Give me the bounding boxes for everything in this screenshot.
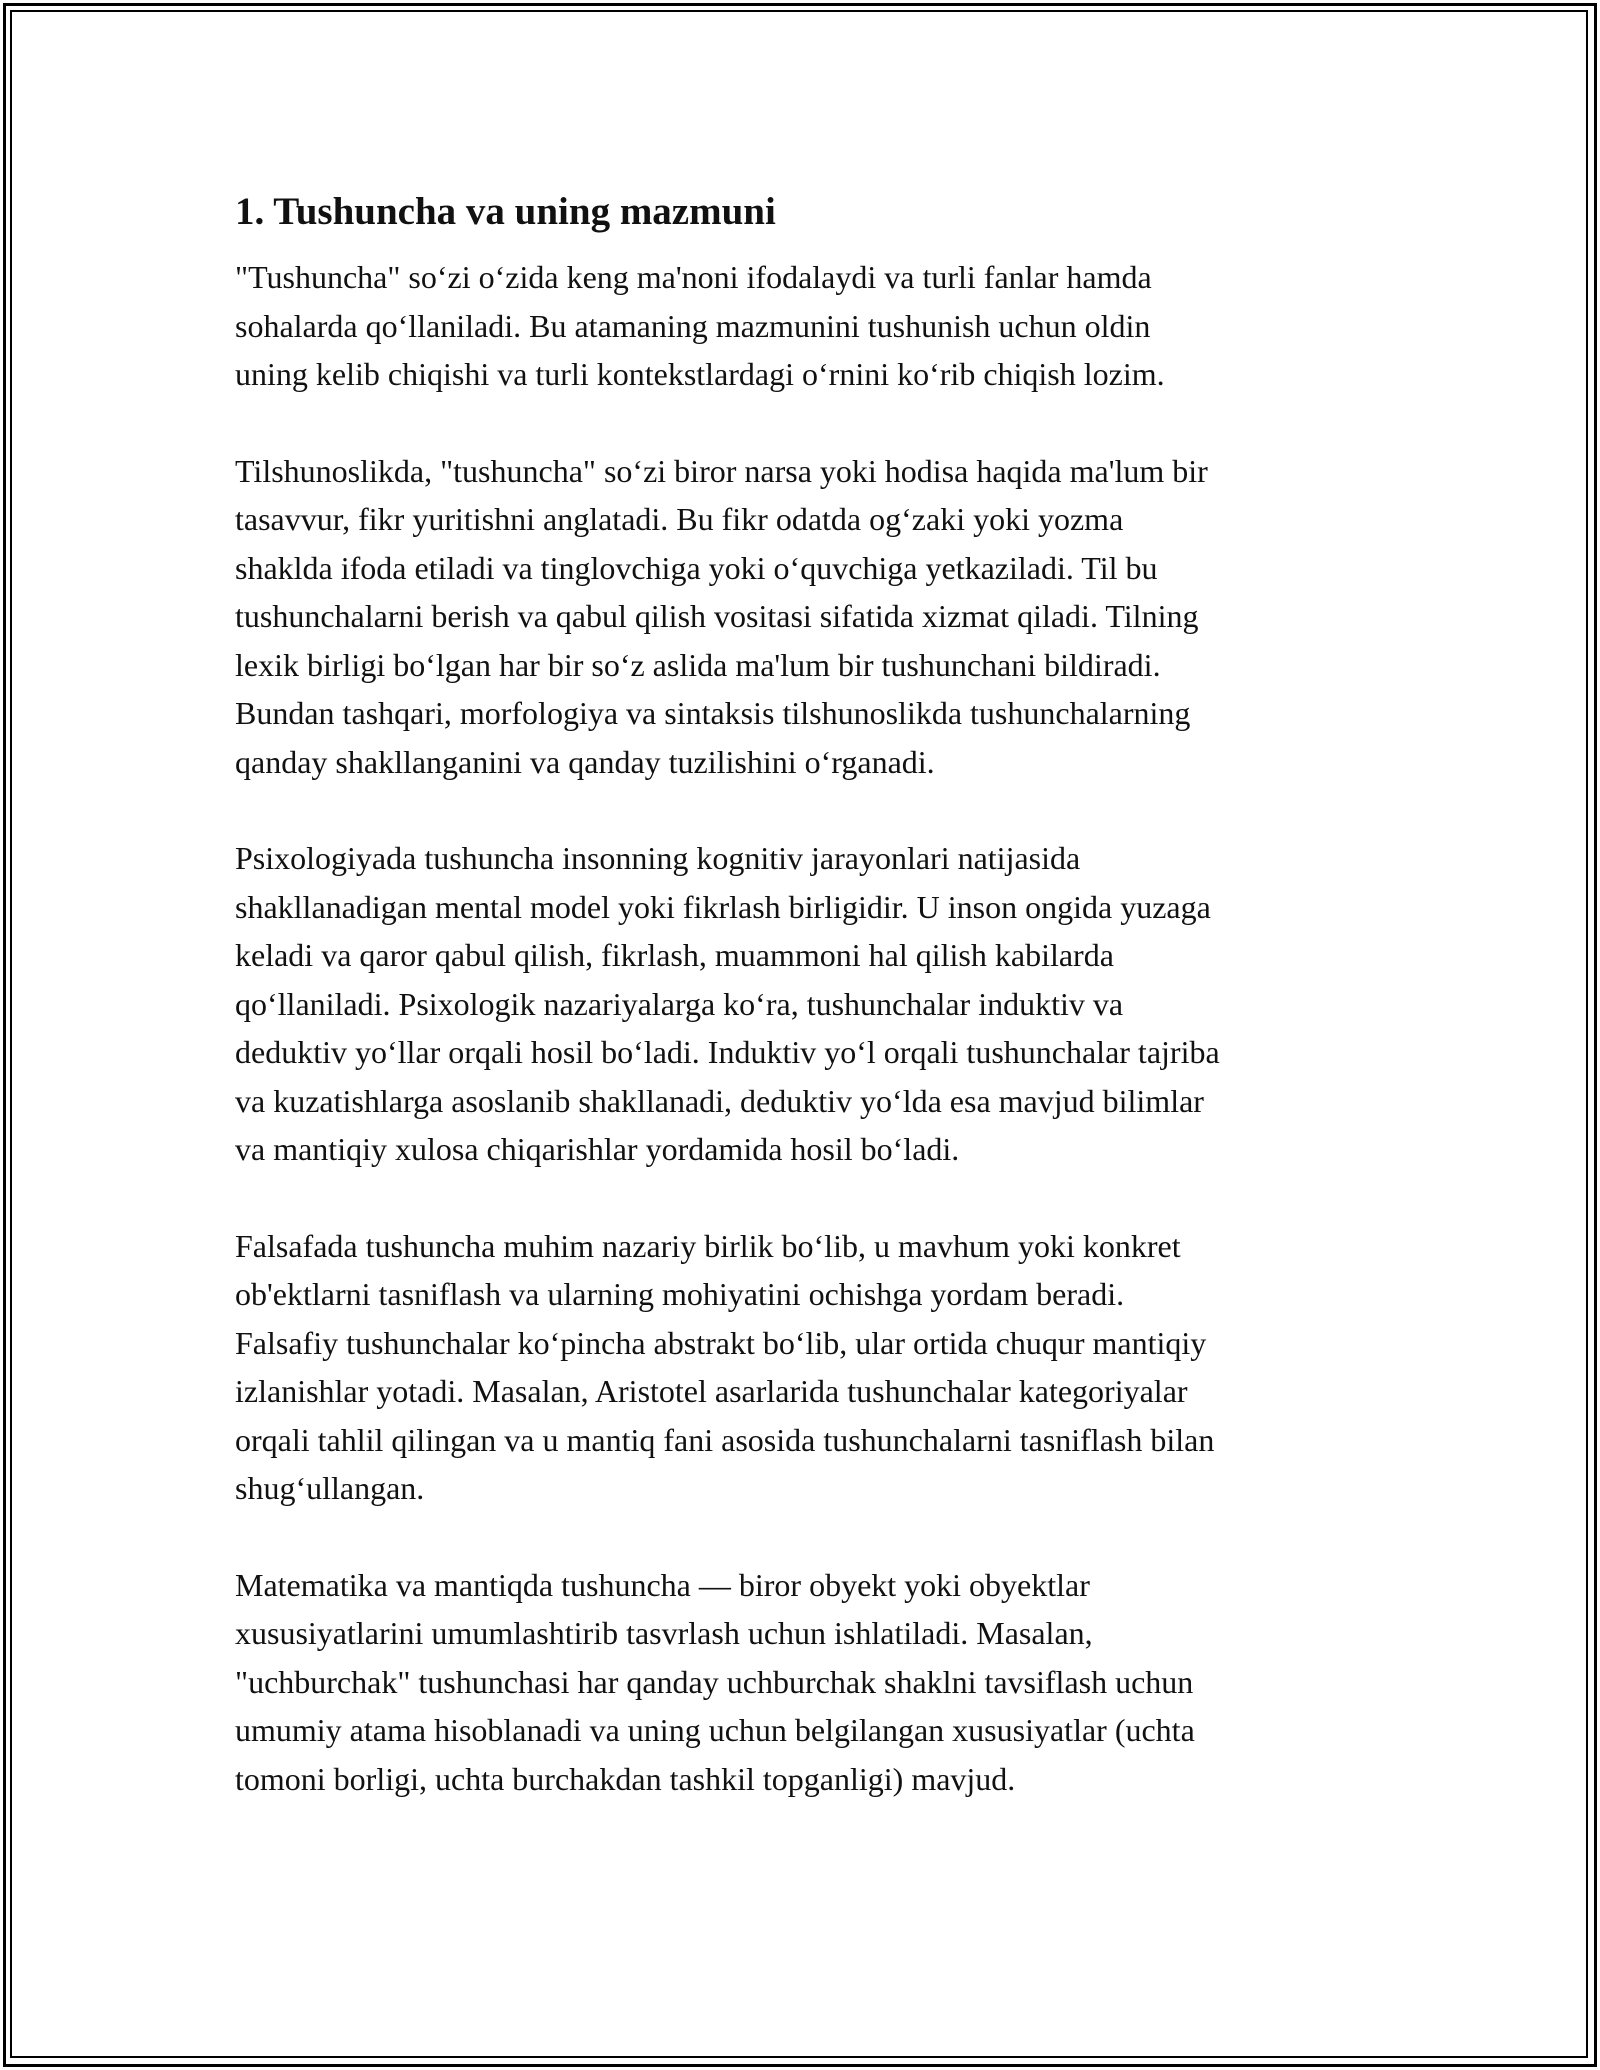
text-line: izlanishlar yotadi. Masalan, Aristotel asarlarida tushunchalar kategoriyalar bbox=[235, 1373, 1188, 1409]
text-line: Psixologiyada tushuncha insonning kognitiv jarayonlari natijasida bbox=[235, 840, 1081, 876]
document-body bbox=[235, 185, 1375, 1851]
text-line: lexik birligi bo‘lgan har bir so‘z aslida ma'lum bir tushunchani bildiradi. bbox=[235, 646, 1161, 683]
text-line: deduktiv yo‘llar orqali hosil bo‘ladi. Induktiv yo‘l orqali tushunchalar tajriba bbox=[235, 1034, 1220, 1070]
text-line: sohalarda qo‘llaniladi. Bu atamaning mazmunini tushunish uchun oldin bbox=[235, 307, 1151, 344]
text-line: xususiyatlarini umumlashtirib tasvrlash uchun ishlatiladi. Masalan, bbox=[235, 1615, 1093, 1651]
text-line: tasavvur, fikr yuritishni anglatadi. Bu fikr odatda og‘zaki yoki yozma bbox=[235, 501, 1124, 537]
text-line: qo‘llaniladi. Psixologik nazariyalarga ko‘ra, tushunchalar induktiv va bbox=[235, 985, 1124, 1022]
text-line: qanday shakllanganini va qanday tuzilishini o‘rganadi. bbox=[235, 743, 935, 780]
text-line: uning kelib chiqishi va turli kontekstlardagi o‘rnini ko‘rib chiqish lozim. bbox=[235, 356, 1165, 392]
text-line: Tilshunoslikda, "tushuncha" so‘zi biror narsa yoki hodisa haqida ma'lum bir bbox=[235, 452, 1208, 489]
text-line: Bundan tashqari, morfologiya va sintaksis tilshunoslikda tushunchalarning bbox=[235, 695, 1191, 731]
text-line: shug‘ullangan. bbox=[235, 1470, 425, 1506]
section-heading: 1. Tushuncha va uning mazmuni bbox=[235, 190, 776, 233]
text-line: keladi va qaror qabul qilish, fikrlash, muammoni hal qilish kabilarda bbox=[235, 937, 1114, 973]
text-line: "uchburchak" tushunchasi har qanday uchburchak shaklni tavsiflash uchun bbox=[235, 1663, 1194, 1700]
text-line: Falsafada tushuncha muhim nazariy birlik bo‘lib, u mavhum yoki konkret bbox=[235, 1227, 1181, 1264]
text-line: va kuzatishlarga asoslanib shakllanadi, deduktiv yo‘lda esa mavjud bilimlar bbox=[235, 1082, 1204, 1119]
paragraph-2 bbox=[235, 447, 1375, 787]
paragraph-3 bbox=[235, 834, 1375, 1174]
paragraph-4 bbox=[235, 1222, 1375, 1513]
paragraph-5 bbox=[235, 1561, 1375, 1804]
text-line: va mantiqiy xulosa chiqarishlar yordamida hosil bo‘ladi. bbox=[235, 1131, 960, 1167]
text-line: tushunchalarni berish va qabul qilish vositasi sifatida xizmat qiladi. Tilning bbox=[235, 598, 1199, 634]
text-line: Falsafiy tushunchalar ko‘pincha abstrakt bo‘lib, ular ortida chuqur mantiqiy bbox=[235, 1324, 1207, 1361]
text-line: ob'ektlarni tasniflash va ularning mohiyatini ochishga yordam beradi. bbox=[235, 1276, 1125, 1312]
text-line: umumiy atama hisoblanadi va uning uchun belgilangan xususiyatlar (uchta bbox=[235, 1712, 1195, 1748]
text-line: orqali tahlil qilingan va u mantiq fani asosida tushunchalarni tasniflash bilan bbox=[235, 1421, 1215, 1458]
paragraph-1 bbox=[235, 253, 1375, 399]
text-line: Matematika va mantiqda tushuncha — biror obyekt yoki obyektlar bbox=[235, 1566, 1090, 1603]
paragraphs-container bbox=[235, 253, 1375, 1803]
text-line: "Tushuncha" so‘zi o‘zida keng ma'noni ifodalaydi va turli fanlar hamda bbox=[235, 259, 1152, 295]
text-line: shakllanadigan mental model yoki fikrlash birligidir. U inson ongida yuzaga bbox=[235, 888, 1211, 925]
text-line: shaklda ifoda etiladi va tinglovchiga yoki o‘quvchiga yetkaziladi. Til bu bbox=[235, 549, 1158, 586]
text-line: tomoni borligi, uchta burchakdan tashkil topganligi) mavjud. bbox=[235, 1760, 1016, 1797]
